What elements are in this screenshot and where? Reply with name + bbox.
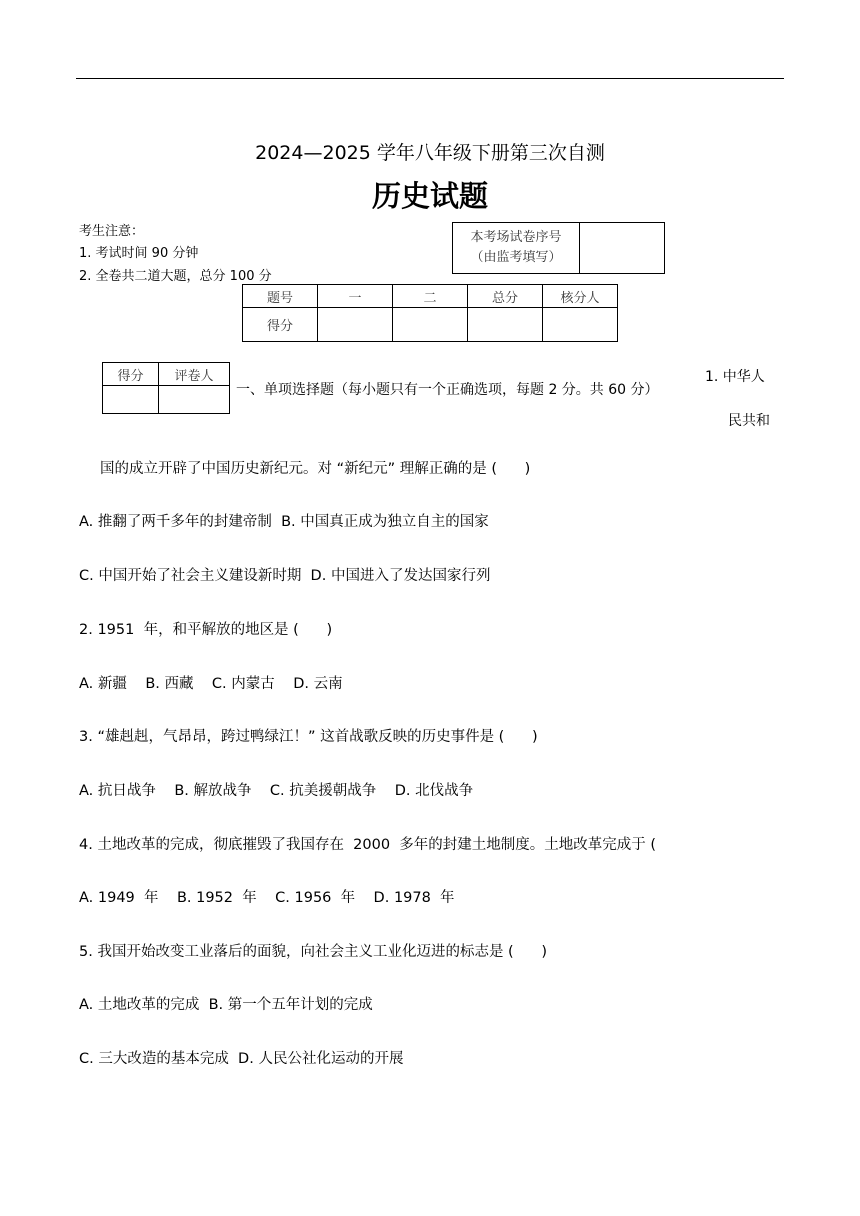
score-cell[interactable] xyxy=(393,308,468,342)
question-options: A. 新疆 B. 西藏 C. 内蒙古 D. 云南 xyxy=(79,676,343,692)
notice-item: 1. 考试时间 90 分钟 xyxy=(79,246,199,261)
question-text: 3. “雄赳赳，气昂昂，跨过鸭绿江！” 这首战歌反映的历史事件是 ( ) xyxy=(79,729,538,745)
question-options: A. 抗日战争 B. 解放战争 C. 抗美援朝战争 D. 北伐战争 xyxy=(79,783,474,799)
score-header-cell: 总分 xyxy=(468,285,543,308)
score-cell[interactable] xyxy=(468,308,543,342)
question-text: 民共和 xyxy=(728,413,770,429)
score-table-header xyxy=(243,285,618,308)
score-cell[interactable] xyxy=(543,308,618,342)
seat-number-label: 本考场试卷序号 （由监考填写） xyxy=(453,223,580,274)
notice-item: 2. 全卷共二道大题，总分 100 分 xyxy=(79,269,272,284)
grader-box xyxy=(102,362,230,414)
score-cell[interactable] xyxy=(318,308,393,342)
score-row-label: 得分 xyxy=(243,308,318,342)
question-options: A. 推翻了两千多年的封建帝制 B. 中国真正成为独立自主的国家 xyxy=(79,514,489,530)
question-options: A. 土地改革的完成 B. 第一个五年计划的完成 xyxy=(79,997,373,1013)
exam-title: 历史试题 xyxy=(371,179,488,213)
seat-number-field[interactable] xyxy=(580,223,665,274)
question-text: 国的成立开辟了中国历史新纪元。对 “新纪元” 理解正确的是 ( ) xyxy=(100,461,531,477)
grader-name-cell[interactable] xyxy=(159,386,230,414)
seat-number-box xyxy=(452,222,665,274)
grader-box-row xyxy=(103,386,230,414)
question-options: C. 中国开始了社会主义建设新时期 D. 中国进入了发达国家行列 xyxy=(79,568,491,584)
question-options: C. 三大改造的基本完成 D. 人民公社化运动的开展 xyxy=(79,1051,404,1067)
notice-heading: 考生注意： xyxy=(79,224,145,239)
score-table-row xyxy=(243,308,618,342)
grader-header-cell: 得分 xyxy=(103,363,159,386)
question-text: 1. 中华人 xyxy=(705,369,765,385)
question-text: 4. 土地改革的完成，彻底摧毁了我国存在 2000 多年的封建土地制度。土地改革完成于 ( xyxy=(79,837,657,853)
question-options: A. 1949 年 B. 1952 年 C. 1956 年 D. 1978 年 xyxy=(79,890,455,906)
question-text: 2. 1951 年，和平解放的地区是 ( ) xyxy=(79,622,333,638)
exam-subtitle: 2024—2025 学年八年级下册第三次自测 xyxy=(255,142,605,164)
score-header-cell: 核分人 xyxy=(543,285,618,308)
grader-header-cell: 评卷人 xyxy=(159,363,230,386)
score-table xyxy=(242,284,618,342)
score-header-cell: 二 xyxy=(393,285,468,308)
section-title: 一、单项选择题（每小题只有一个正确选项，每题 2 分。共 60 分） xyxy=(236,382,659,398)
score-header-cell: 题号 xyxy=(243,285,318,308)
grader-score-cell[interactable] xyxy=(103,386,159,414)
grader-box-header xyxy=(103,363,230,386)
question-text: 5. 我国开始改变工业落后的面貌，向社会主义工业化迈进的标志是 ( ) xyxy=(79,944,548,960)
header-rule xyxy=(76,78,784,79)
score-header-cell: 一 xyxy=(318,285,393,308)
